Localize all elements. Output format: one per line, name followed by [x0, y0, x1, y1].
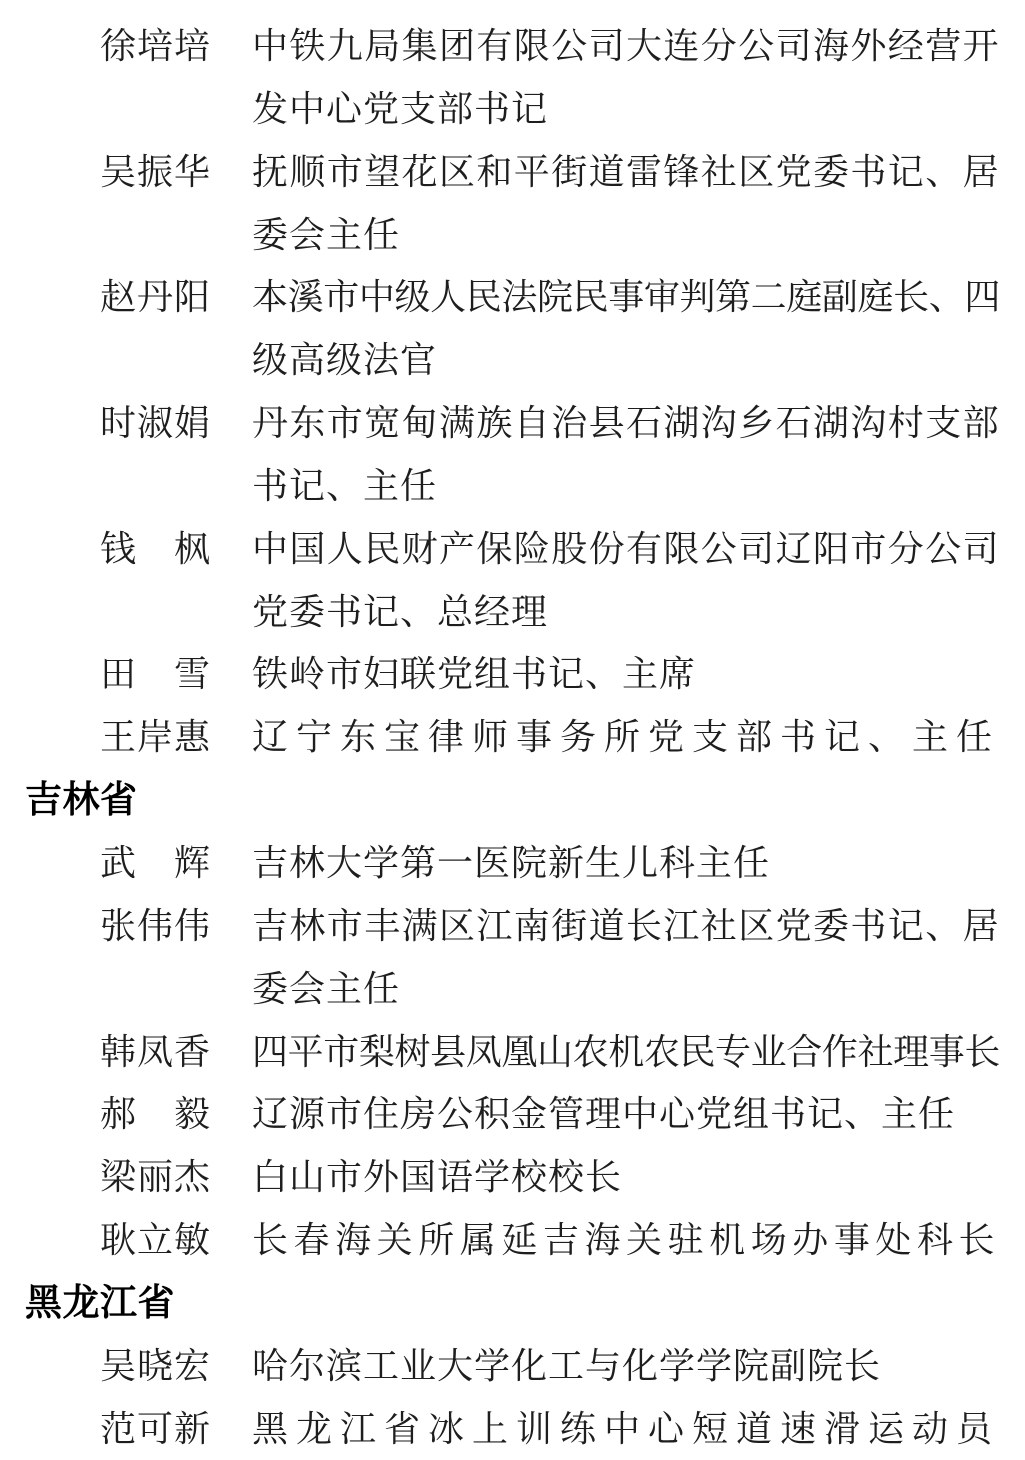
entry-title: [252, 392, 1018, 518]
entry-title-line: 委会主任: [252, 968, 401, 1009]
entry-title: [252, 895, 1018, 1021]
entry-title-line: 铁岭市妇联党组书记、主席: [252, 654, 697, 695]
entry-name: 钱枫: [100, 528, 210, 569]
entry-title-line: 本溪市中级人民法院民事审判第二庭副庭长、四: [252, 277, 1001, 318]
entry-row: [0, 392, 1025, 518]
entry-name: 田雪: [100, 654, 210, 695]
entry-title: [252, 706, 1018, 769]
entry-row: [0, 1146, 1025, 1209]
entry-title-line: 丹东市宽甸满族自治县石湖沟乡石湖沟村支部: [252, 403, 1001, 444]
province-section: [0, 1272, 1025, 1460]
entry-title-line: 党委书记、总经理: [252, 591, 549, 632]
entry-name: 郝毅: [100, 1094, 210, 1135]
entry-row: [0, 643, 1025, 706]
entry-row: [0, 1021, 1025, 1084]
entry-row: [0, 895, 1025, 1021]
entry-title-line: 长春海关所属延吉海关驻机场办事处科长: [252, 1220, 1001, 1261]
entry-title-line: 委会主任: [252, 214, 401, 255]
entry-title: [252, 1146, 1018, 1209]
entry-row: [0, 518, 1025, 644]
entry-title: [252, 518, 1018, 644]
entry-title-line: 级高级法官: [252, 340, 438, 381]
entry-name: 韩凤香: [100, 1031, 210, 1072]
entry-title: [252, 141, 1018, 267]
entry-row: [0, 141, 1025, 267]
entry-title-line: 黑龙江省冰上训练中心短道速滑运动员: [252, 1408, 1001, 1449]
entry-name: 时淑娟: [100, 403, 210, 444]
entry-title: [252, 266, 1018, 392]
province-section: [0, 15, 1025, 769]
entry-row: [0, 266, 1025, 392]
entry-title-line: 四平市梨树县凤凰山农机农民专业合作社理事长: [252, 1031, 1001, 1072]
entry-name: 耿立敏: [100, 1220, 210, 1261]
entry-title-line: 吉林市丰满区江南街道长江社区党委书记、居: [252, 905, 1001, 946]
entry-row: [0, 1398, 1025, 1460]
province-section-header: 吉林省: [25, 779, 138, 821]
entry-name: 范可新: [100, 1408, 210, 1449]
entry-title: [252, 1021, 1018, 1084]
entry-title: [252, 15, 1018, 141]
entry-name: 王岸惠: [100, 717, 210, 758]
entry-name: 赵丹阳: [100, 277, 210, 318]
entry-row: [0, 1209, 1025, 1272]
entry-name: 武辉: [100, 842, 210, 883]
entry-title-line: 抚顺市望花区和平街道雷锋社区党委书记、居: [252, 151, 1001, 192]
entry-row: [0, 832, 1025, 895]
entry-title-line: 白山市外国语学校校长: [252, 1157, 623, 1198]
entry-title: [252, 832, 1018, 895]
entry-name: 吴振华: [100, 151, 210, 192]
entry-title: [252, 1209, 1018, 1272]
entry-row: [0, 15, 1025, 141]
entry-title-line: 辽源市住房公积金管理中心党组书记、主任: [252, 1094, 956, 1135]
entry-title-line: 哈尔滨工业大学化工与化学学院副院长: [252, 1345, 882, 1386]
entry-name: 梁丽杰: [100, 1157, 210, 1198]
entry-title: [252, 1335, 1018, 1398]
entry-title-line: 中国人民财产保险股份有限公司辽阳市分公司: [252, 528, 1001, 569]
entry-title: [252, 1398, 1018, 1460]
entry-row: [0, 1335, 1025, 1398]
entry-title-line: 吉林大学第一医院新生儿科主任: [252, 842, 771, 883]
entry-title: [252, 643, 1018, 706]
entry-title: [252, 1083, 1018, 1146]
entry-title-line: 辽宁东宝律师事务所党支部书记、主任: [252, 717, 1001, 758]
province-section-header: 黑龙江省: [25, 1281, 175, 1323]
entry-name: 张伟伟: [100, 905, 210, 946]
entry-row: [0, 706, 1025, 769]
entry-name: 徐培培: [100, 26, 210, 66]
entry-title-line: 中铁九局集团有限公司大连分公司海外经营开: [252, 26, 1001, 66]
entry-title-line: 书记、主任: [252, 465, 438, 506]
province-section: [0, 769, 1025, 1272]
entry-row: [0, 1083, 1025, 1146]
entry-name: 吴晓宏: [100, 1345, 210, 1386]
entry-title-line: 发中心党支部书记: [252, 88, 549, 129]
